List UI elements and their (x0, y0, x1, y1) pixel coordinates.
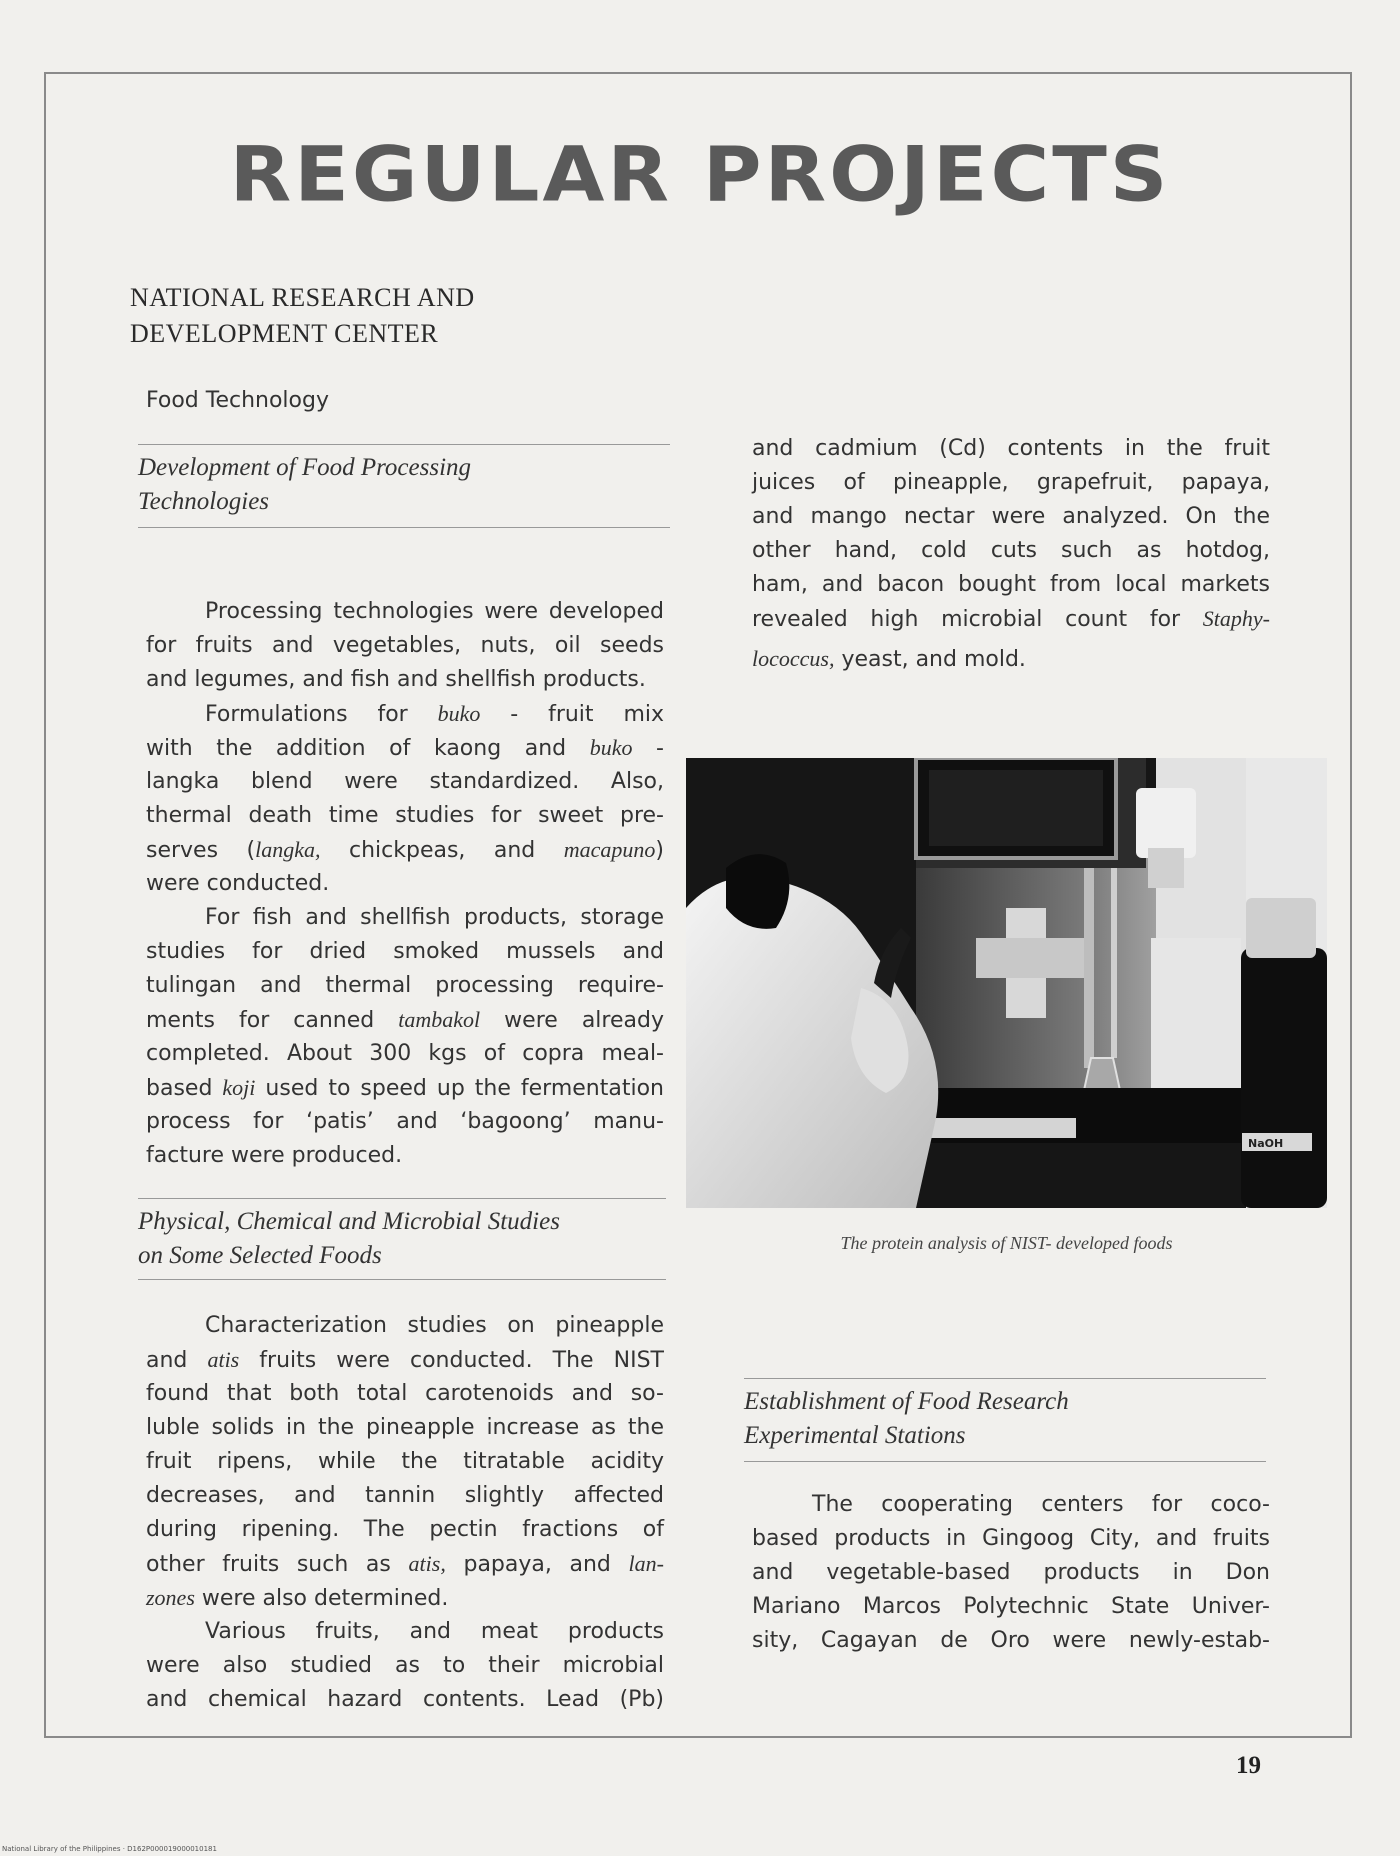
photo-caption: The protein analysis of NIST- developed foods (840, 1233, 1173, 1253)
paragraph-line: sity, Cagayan de Oro were newly-estab- (752, 1628, 1270, 1653)
paragraph-line: Processing technologies were developed (205, 599, 664, 624)
paragraph-line: zones were also determined. (146, 1585, 449, 1611)
page-title: REGULAR PROJECTS (229, 130, 1171, 219)
section-heading-line: Development of Food Processing (138, 454, 472, 481)
paragraph-line: langka blend were standardized. Also, (146, 769, 664, 794)
paragraph-line: lococcus, yeast, and mold. (752, 646, 1026, 672)
paragraph-line: Formulations for buko - fruit mix (205, 701, 665, 727)
section-heading-line: Experimental Stations (744, 1422, 966, 1449)
italic-term: macapuno (563, 837, 656, 862)
paragraph-line: other fruits such as atis, papaya, and lan- (146, 1551, 664, 1577)
italic-term: langka, (255, 837, 321, 862)
paragraph-line: fruit ripens, while the titratable acidity (146, 1449, 664, 1474)
italic-term: atis, (408, 1551, 446, 1576)
paragraph-line: serves (langka, chickpeas, and macapuno) (146, 837, 664, 863)
paragraph-line: based koji used to speed up the fermentation (146, 1075, 664, 1101)
italic-term: atis (207, 1347, 240, 1372)
paragraph-line: during ripening. The pectin fractions of (146, 1517, 664, 1542)
paragraph-line: were also studied as to their microbial (146, 1653, 664, 1678)
paragraph-line: and vegetable-based products in Don (752, 1560, 1270, 1585)
paragraph-line: based products in Gingoog City, and fruits (752, 1526, 1270, 1551)
lab-photo (686, 758, 1327, 1208)
paragraph-line: completed. About 300 kgs of copra meal- (146, 1041, 664, 1066)
paragraph-line: other hand, cold cuts such as hotdog, (752, 538, 1270, 563)
italic-term: buko (589, 735, 633, 760)
paragraph-line: were conducted. (146, 871, 330, 896)
paragraph-line: studies for dried smoked mussels and (146, 939, 664, 964)
section-heading-experimental-stations (744, 1378, 1266, 1462)
paragraph-line: decreases, and tannin slightly affected (146, 1483, 664, 1508)
center-heading-line-2: DEVELOPMENT CENTER (130, 319, 439, 348)
paragraph-line: facture were produced. (146, 1143, 403, 1168)
paragraph-line: found that both total carotenoids and so- (146, 1381, 664, 1406)
paragraph-line: with the addition of kaong and buko - (146, 735, 665, 761)
paragraph-line: Various fruits, and meat products (205, 1619, 664, 1644)
italic-term: lan- (628, 1551, 664, 1576)
paragraph-line: For fish and shellfish products, storage (205, 905, 664, 930)
paragraph-line: luble solids in the pineapple increase as the (146, 1415, 664, 1440)
italic-term: lococcus, (752, 646, 835, 671)
paragraph-line: and cadmium (Cd) contents in the fruit (752, 436, 1270, 461)
paragraph-line: tulingan and thermal processing require- (146, 973, 664, 998)
center-heading-line-1: NATIONAL RESEARCH AND (130, 283, 475, 312)
bottle-label: NaOH (1248, 1137, 1284, 1150)
paragraph-line: process for ‘patis’ and ‘bagoong’ manu- (146, 1109, 664, 1134)
paragraph-line: and legumes, and fish and shellfish products. (146, 667, 646, 692)
italic-term: tambakol (398, 1007, 481, 1032)
section-heading-line: Technologies (138, 488, 270, 515)
paragraph-line: for fruits and vegetables, nuts, oil seeds (146, 633, 664, 658)
italic-term: koji (222, 1075, 256, 1100)
paragraph-line: The cooperating centers for coco- (812, 1492, 1270, 1517)
subsection-heading: Food Technology (146, 388, 329, 413)
italic-term: buko (437, 701, 481, 726)
paragraph-line: ments for canned tambakol were already (146, 1007, 664, 1033)
italic-term: zones (146, 1585, 195, 1610)
paragraph-line: and chemical hazard contents. Lead (Pb) (146, 1687, 664, 1712)
paragraph-line: Characterization studies on pineapple (205, 1313, 664, 1338)
footer-note: National Library of the Philippines · D162P000019000010181 (2, 1845, 217, 1853)
center-heading (130, 280, 475, 352)
paragraph-line: Mariano Marcos Polytechnic State Univer- (752, 1594, 1270, 1619)
section-heading-physical-chemical (138, 1198, 666, 1280)
paragraph-line: and mango nectar were analyzed. On the (752, 504, 1270, 529)
page-number: 19 (1236, 1752, 1261, 1779)
section-heading-food-processing (138, 444, 670, 528)
paragraph-line: revealed high microbial count for Staphy- (752, 606, 1270, 632)
section-heading-line: Physical, Chemical and Microbial Studies (138, 1208, 560, 1235)
paragraph-line: and atis fruits were conducted. The NIST (146, 1347, 664, 1373)
paragraph-line: juices of pineapple, grapefruit, papaya, (752, 470, 1270, 495)
paragraph-line: thermal death time studies for sweet pre- (146, 803, 664, 828)
paragraph-line: ham, and bacon bought from local markets (752, 572, 1270, 597)
section-heading-line: Establishment of Food Research (744, 1388, 1069, 1415)
italic-term: Staphy- (1202, 606, 1270, 631)
section-heading-line: on Some Selected Foods (138, 1242, 382, 1269)
